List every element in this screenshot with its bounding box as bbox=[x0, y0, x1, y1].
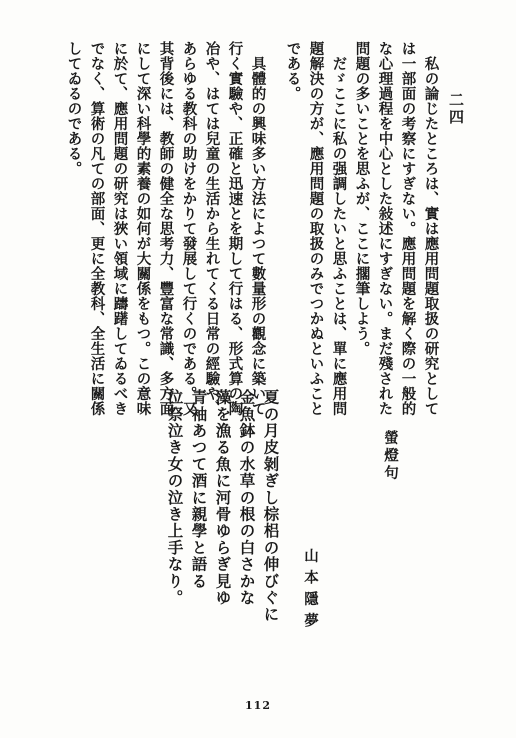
essay-line: だゞここに私の强調したいと思ふことは、單に應用問 bbox=[330, 56, 348, 416]
essay-line: あらゆる教科の助けをかりて發展して行くのである。又 bbox=[180, 41, 198, 416]
essay-line: である。 bbox=[284, 41, 302, 101]
essay-line: 題解決の方が、應用問題の取扱のみでつかぬといふこと bbox=[307, 41, 325, 416]
essay-line: 冶や、はては兒童の生活から生れてくる日常の經驗や、 bbox=[203, 41, 221, 416]
essay-line: 具體的の興味多い方法によつて數量形の觀念に築いて bbox=[249, 56, 267, 416]
essay-line: 私の論じたところは、實は應用問題取扱の研究として bbox=[422, 56, 440, 416]
poem-line: 夏の月皮剝ぎし棕梠の伸びぐに bbox=[261, 389, 281, 623]
essay-line: 其背後には、教師の健全な思考力、豐富な常識、多方面 bbox=[157, 41, 175, 416]
poem-title: 螢燈句 bbox=[382, 430, 399, 483]
essay-line: に於て、應用問題の研究は狹い領域に躊躇してゐるべき bbox=[111, 41, 129, 416]
poem-author: 山本隱夢 bbox=[302, 548, 319, 634]
essay-line: 行く實驗や、正確と迅速とを期して行はる、形式算の陶 bbox=[226, 41, 244, 416]
essay-line: にして深い科學的素養の如何が大關係をもつ。この意味 bbox=[134, 41, 152, 416]
section-heading: 二四 bbox=[447, 92, 465, 126]
essay-line: は一部面の考察にすぎない。應用問題を解く際の一般的 bbox=[399, 41, 417, 416]
poem-line: 泣祭泣き女の泣き上手なり。 bbox=[165, 389, 185, 607]
poem-line: 青袖あつて酒に親學と語る bbox=[189, 389, 209, 590]
essay-line: でなく、算術の凡ての部面、更に全教科、全生活に關係 bbox=[88, 41, 106, 416]
essay-line: 問題の多いことを思ふが、ここに擱筆しよう。 bbox=[353, 41, 371, 356]
essay-line: してゐるのである。 bbox=[65, 41, 83, 176]
essay-line: な心理過程を中心とした敍述にすぎない。まだ殘された bbox=[376, 41, 394, 416]
page-number: 112 bbox=[245, 699, 271, 712]
poem-line: 金魚鉢の水草の根の白さかな bbox=[237, 389, 257, 607]
poem-line: 藻を漁る魚に河骨ゆらぎ見ゆ bbox=[213, 389, 233, 607]
